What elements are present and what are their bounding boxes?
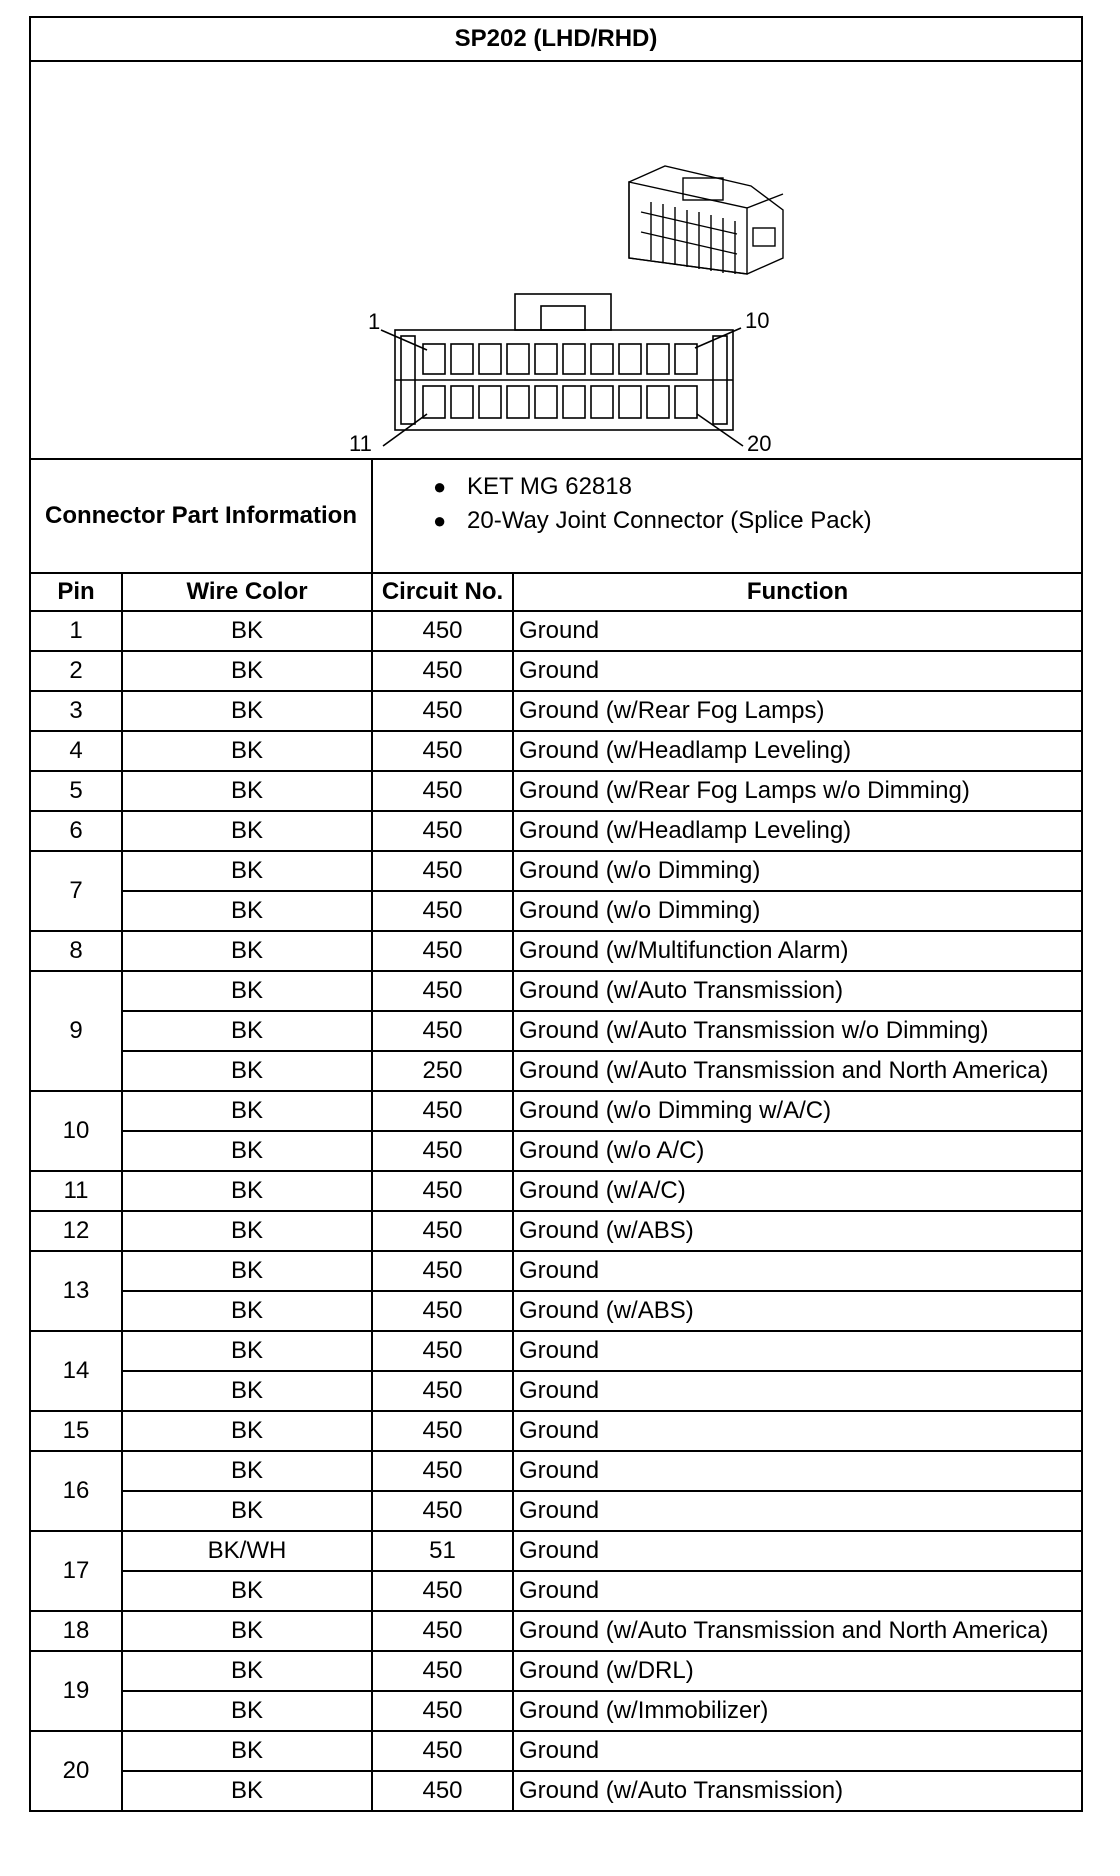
function-cell: Ground (w/Auto Transmission and North America): [513, 1611, 1082, 1651]
circuit-cell: 450: [372, 1091, 513, 1131]
function-cell: Ground: [513, 1491, 1082, 1531]
function-cell: Ground (w/DRL): [513, 1651, 1082, 1691]
circuit-cell: 450: [372, 1371, 513, 1411]
function-cell: Ground (w/Multifunction Alarm): [513, 931, 1082, 971]
circuit-cell: 450: [372, 1451, 513, 1491]
connector-title: SP202 (LHD/RHD): [30, 17, 1082, 61]
circuit-cell: 450: [372, 1651, 513, 1691]
wire-color-cell: BK: [122, 1491, 372, 1531]
connector-face: [381, 294, 743, 446]
circuit-cell: 450: [372, 1491, 513, 1531]
bottom-row-cavities: [423, 386, 697, 418]
circuit-cell: 51: [372, 1531, 513, 1571]
pin-cell: 4: [30, 731, 122, 771]
circuit-cell: 450: [372, 1571, 513, 1611]
circuit-cell: 450: [372, 1411, 513, 1451]
pin-cell: 5: [30, 771, 122, 811]
connector-3d-view: [629, 166, 783, 274]
wire-color-cell: BK: [122, 1131, 372, 1171]
wire-color-cell: BK: [122, 811, 372, 851]
circuit-cell: 450: [372, 651, 513, 691]
table-row: [30, 1131, 1082, 1171]
wire-color-cell: BK: [122, 1251, 372, 1291]
connector-diagram: [31, 62, 1079, 456]
circuit-cell: 450: [372, 1691, 513, 1731]
function-cell: Ground: [513, 651, 1082, 691]
circuit-cell: 450: [372, 1331, 513, 1371]
wire-color-cell: BK: [122, 1451, 372, 1491]
function-cell: Ground (w/Rear Fog Lamps): [513, 691, 1082, 731]
pin-cell: 12: [30, 1211, 122, 1251]
function-cell: Ground (w/ABS): [513, 1291, 1082, 1331]
pin-cell: 18: [30, 1611, 122, 1651]
wire-color-cell: BK: [122, 1411, 372, 1451]
table-row: [30, 891, 1082, 931]
table-row: [30, 931, 1082, 971]
wire-color-cell: BK: [122, 1571, 372, 1611]
wire-color-cell: BK: [122, 1651, 372, 1691]
circuit-cell: 450: [372, 891, 513, 931]
function-cell: Ground (w/Auto Transmission): [513, 1771, 1082, 1811]
table-row: [30, 1331, 1082, 1371]
circuit-cell: 450: [372, 1171, 513, 1211]
pin-cell: 2: [30, 651, 122, 691]
function-cell: Ground (w/Auto Transmission w/o Dimming): [513, 1011, 1082, 1051]
circuit-cell: 250: [372, 1051, 513, 1091]
wire-color-cell: BK: [122, 691, 372, 731]
wire-color-cell: BK: [122, 1611, 372, 1651]
function-cell: Ground: [513, 1571, 1082, 1611]
pin-label-20: 20: [747, 431, 772, 456]
table-row: [30, 1651, 1082, 1691]
pin-label-11: 11: [349, 431, 372, 456]
connector-info-list: [372, 459, 1082, 573]
wire-color-cell: BK: [122, 1331, 372, 1371]
table-row: [30, 1531, 1082, 1571]
connector-info-label: Connector Part Information: [30, 459, 372, 573]
function-cell: Ground (w/Auto Transmission and North America): [513, 1051, 1082, 1091]
function-cell: Ground (w/o Dimming w/A/C): [513, 1091, 1082, 1131]
function-cell: Ground (w/Immobilizer): [513, 1691, 1082, 1731]
circuit-cell: 450: [372, 931, 513, 971]
wire-color-cell: BK: [122, 1171, 372, 1211]
circuit-cell: 450: [372, 1611, 513, 1651]
wire-color-cell: BK: [122, 1691, 372, 1731]
table-row: [30, 811, 1082, 851]
function-cell: Ground: [513, 1331, 1082, 1371]
table-row: [30, 1251, 1082, 1291]
circuit-cell: 450: [372, 691, 513, 731]
pin-cell: 16: [30, 1451, 122, 1531]
table-row: [30, 691, 1082, 731]
circuit-cell: 450: [372, 1011, 513, 1051]
circuit-cell: 450: [372, 1251, 513, 1291]
function-cell: Ground (w/Headlamp Leveling): [513, 811, 1082, 851]
wire-color-cell: BK/WH: [122, 1531, 372, 1571]
wire-color-cell: BK: [122, 1731, 372, 1771]
table-row: [30, 1411, 1082, 1451]
table-row: [30, 1051, 1082, 1091]
table-row: [30, 1771, 1082, 1811]
pin-cell: 10: [30, 1091, 122, 1171]
table-row: [30, 1731, 1082, 1771]
function-cell: Ground: [513, 1451, 1082, 1491]
table-row: [30, 1291, 1082, 1331]
pin-cell: 15: [30, 1411, 122, 1451]
circuit-cell: 450: [372, 1771, 513, 1811]
function-cell: Ground (w/o A/C): [513, 1131, 1082, 1171]
header-function: Function: [513, 573, 1082, 611]
table-row: [30, 1211, 1082, 1251]
pin-label-1: 1: [368, 309, 381, 334]
table-row: [30, 1611, 1082, 1651]
table-row: [30, 851, 1082, 891]
pin-cell: 9: [30, 971, 122, 1091]
table-row: [30, 1371, 1082, 1411]
function-cell: Ground: [513, 1251, 1082, 1291]
connector-info-item: ● KET MG 62818: [433, 473, 632, 500]
function-cell: Ground (w/o Dimming): [513, 891, 1082, 931]
table-row: [30, 1171, 1082, 1211]
wire-color-cell: BK: [122, 851, 372, 891]
header-circuit: Circuit No.: [372, 573, 513, 611]
pin-cell: 19: [30, 1651, 122, 1731]
function-cell: Ground (w/Headlamp Leveling): [513, 731, 1082, 771]
wire-color-cell: BK: [122, 1091, 372, 1131]
circuit-cell: 450: [372, 811, 513, 851]
circuit-cell: 450: [372, 851, 513, 891]
pin-cell: 8: [30, 931, 122, 971]
function-cell: Ground (w/Auto Transmission): [513, 971, 1082, 1011]
wire-color-cell: BK: [122, 611, 372, 651]
table-row: [30, 771, 1082, 811]
pin-cell: 13: [30, 1251, 122, 1331]
pin-cell: 7: [30, 851, 122, 931]
circuit-cell: 450: [372, 731, 513, 771]
pin-cell: 17: [30, 1531, 122, 1611]
function-cell: Ground: [513, 1371, 1082, 1411]
circuit-cell: 450: [372, 1211, 513, 1251]
circuit-cell: 450: [372, 1291, 513, 1331]
wire-color-cell: BK: [122, 891, 372, 931]
wire-color-cell: BK: [122, 731, 372, 771]
circuit-cell: 450: [372, 611, 513, 651]
circuit-cell: 450: [372, 971, 513, 1011]
function-cell: Ground: [513, 1531, 1082, 1571]
table-row: [30, 1491, 1082, 1531]
wire-color-cell: BK: [122, 1371, 372, 1411]
function-cell: Ground (w/Rear Fog Lamps w/o Dimming): [513, 771, 1082, 811]
function-cell: Ground: [513, 1411, 1082, 1451]
circuit-cell: 450: [372, 771, 513, 811]
function-cell: Ground (w/o Dimming): [513, 851, 1082, 891]
table-row: [30, 1011, 1082, 1051]
table-row: [30, 1691, 1082, 1731]
table-row: [30, 651, 1082, 691]
pin-label-10: 10: [745, 308, 770, 333]
table-row: [30, 1091, 1082, 1131]
wire-color-cell: BK: [122, 651, 372, 691]
wire-color-cell: BK: [122, 1211, 372, 1251]
wire-color-cell: BK: [122, 1011, 372, 1051]
function-cell: Ground: [513, 611, 1082, 651]
table-row: [30, 611, 1082, 651]
pin-cell: 14: [30, 1331, 122, 1411]
circuit-cell: 450: [372, 1731, 513, 1771]
function-cell: Ground: [513, 1731, 1082, 1771]
wire-color-cell: BK: [122, 971, 372, 1011]
wire-color-cell: BK: [122, 931, 372, 971]
circuit-cell: 450: [372, 1131, 513, 1171]
connector-drawing: [30, 61, 1082, 459]
table-row: [30, 1571, 1082, 1611]
pin-cell: 1: [30, 611, 122, 651]
table-row: [30, 971, 1082, 1011]
header-wire-color: Wire Color: [122, 573, 372, 611]
pin-cell: 3: [30, 691, 122, 731]
pin-cell: 20: [30, 1731, 122, 1811]
header-pin: Pin: [30, 573, 122, 611]
pin-cell: 11: [30, 1171, 122, 1211]
table-row: [30, 731, 1082, 771]
wire-color-cell: BK: [122, 1771, 372, 1811]
table-row: [30, 1451, 1082, 1491]
wire-color-cell: BK: [122, 771, 372, 811]
wire-color-cell: BK: [122, 1291, 372, 1331]
top-row-cavities: [423, 344, 697, 374]
connector-sheet: [29, 16, 1081, 1812]
connector-info-item: ● 20-Way Joint Connector (Splice Pack): [433, 507, 872, 534]
pin-rows: [30, 611, 1082, 1811]
function-cell: Ground (w/ABS): [513, 1211, 1082, 1251]
pin-cell: 6: [30, 811, 122, 851]
wire-color-cell: BK: [122, 1051, 372, 1091]
function-cell: Ground (w/A/C): [513, 1171, 1082, 1211]
connector-table: [29, 16, 1083, 1812]
